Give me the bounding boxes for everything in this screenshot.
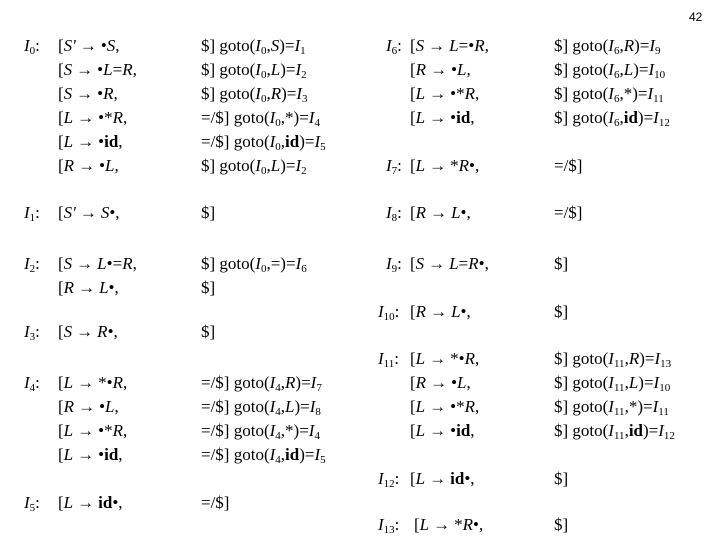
item-i2-1: [S → L•=R, (58, 254, 137, 273)
action-i6-4: $] $goto(I_6,id)=I_{12}$ (554, 108, 670, 129)
item-i6-2: [R → •L, (410, 60, 471, 79)
action-i1-1: $] (201, 203, 216, 222)
item-i9-1: [S → L=R•, (410, 254, 489, 273)
item-i0-3: [S → •R, (58, 84, 118, 103)
item-i1-1: [S' → S•, (58, 203, 120, 222)
item-i11-4: [L → •id, (410, 421, 475, 440)
action-i0-1: $] $goto(I_0,S)=I_1$ (201, 36, 306, 57)
action-i4-3: =/$] $goto(I_4,*)=I_4$ (201, 421, 320, 442)
action-i0-4: =/$] $goto(I_0,*)=I_4$ (201, 108, 320, 129)
page-number: 42 (689, 10, 703, 24)
action-i0-2: $] $goto(I_0,L)=I_2$ (201, 60, 307, 81)
item-i6-4: [L → •id, (410, 108, 475, 127)
action-i12-1: $] (554, 469, 569, 488)
action-i6-1: $] $goto(I_6,R)=I_9$ (554, 36, 661, 57)
action-i4-2: =/$] $goto(I_4,L)=I_8$ (201, 397, 321, 418)
action-i0-5: =/$] $goto(I_0,id)=I_5$ (201, 132, 326, 153)
item-i11-2: [R → •L, (410, 373, 471, 392)
action-i6-2: $] $goto(I_6,L)=I_{10}$ (554, 60, 666, 81)
item-i4-3: [L → •*R, (58, 421, 128, 440)
action-i11-3: $] $goto(I_{11},*)=I_{11}$ (554, 397, 669, 418)
item-i0-2: [S → •L=R, (58, 60, 137, 79)
item-i4-1: [L → *•R, (58, 373, 128, 392)
state-label-i11: $I_{11}$: (378, 349, 399, 370)
action-i8-1: =/$] (554, 203, 583, 222)
action-i11-4: $] $goto(I_{11},id)=I_{12}$ (554, 421, 675, 442)
item-i7-1: [L → *R•, (410, 156, 480, 175)
item-i13-1: [L → *R•, (414, 515, 484, 534)
item-i0-1: [S' → •S, (58, 36, 120, 55)
action-i2-2: $] (201, 278, 216, 297)
action-i5-1: =/$] (201, 493, 230, 512)
state-label-i6: $I_6$: (386, 36, 402, 57)
action-i4-4: =/$] $goto(I_4,id)=I_5$ (201, 445, 326, 466)
state-label-i10: $I_{10}$: (378, 302, 400, 323)
state-label-i3: $I_3$: (24, 322, 40, 343)
item-i4-4: [L → •id, (58, 445, 123, 464)
action-i10-1: $] (554, 302, 569, 321)
item-i0-4: [L → •*R, (58, 108, 128, 127)
action-i11-2: $] $goto(I_{11},L)=I_{10}$ (554, 373, 671, 394)
item-i6-3: [L → •*R, (410, 84, 480, 103)
action-i9-1: $] (554, 254, 569, 273)
item-i0-5: [L → •id, (58, 132, 123, 151)
item-i0-6: [R → •L, (58, 156, 119, 175)
state-label-i2: $I_2$: (24, 254, 40, 275)
item-i5-1: [L → id•, (58, 493, 123, 512)
state-label-i0: $I_0$: (24, 36, 40, 57)
state-label-i12: $I_{12}$: (378, 469, 400, 490)
action-i2-1: $] $goto(I_0,=)=I_6$ (201, 254, 307, 275)
state-label-i5: $I_5$: (24, 493, 40, 514)
action-i7-1: =/$] (554, 156, 583, 175)
action-i0-3: $] $goto(I_0,R)=I_3$ (201, 84, 308, 105)
item-i4-2: [R → •L, (58, 397, 119, 416)
state-label-i4: $I_4$: (24, 373, 40, 394)
state-label-i9: $I_9$: (386, 254, 402, 275)
state-label-i8: $I_8$: (386, 203, 402, 224)
action-i3-1: $] (201, 322, 216, 341)
item-i11-1: [L → *•R, (410, 349, 480, 368)
item-i2-2: [R → L•, (58, 278, 119, 297)
action-i11-1: $] $goto(I_{11},R)=I_{13}$ (554, 349, 672, 370)
state-label-i13: $I_{13}$: (378, 515, 400, 536)
action-i6-3: $] $goto(I_6,*)=I_{11}$ (554, 84, 664, 105)
item-i12-1: [L → id•, (410, 469, 475, 488)
item-i8-1: [R → L•, (410, 203, 471, 222)
state-label-i1: $I_1$: (24, 203, 40, 224)
item-i11-3: [L → •*R, (410, 397, 480, 416)
state-label-i7: $I_7$: (386, 156, 402, 177)
action-i13-1: $] (554, 515, 569, 534)
action-i0-6: $] $goto(I_0,L)=I_2$ (201, 156, 307, 177)
item-i3-1: [S → R•, (58, 322, 118, 341)
action-i4-1: =/$] $goto(I_4,R)=I_7$ (201, 373, 322, 394)
item-i10-1: [R → L•, (410, 302, 471, 321)
item-i6-1: [S → L=•R, (410, 36, 489, 55)
